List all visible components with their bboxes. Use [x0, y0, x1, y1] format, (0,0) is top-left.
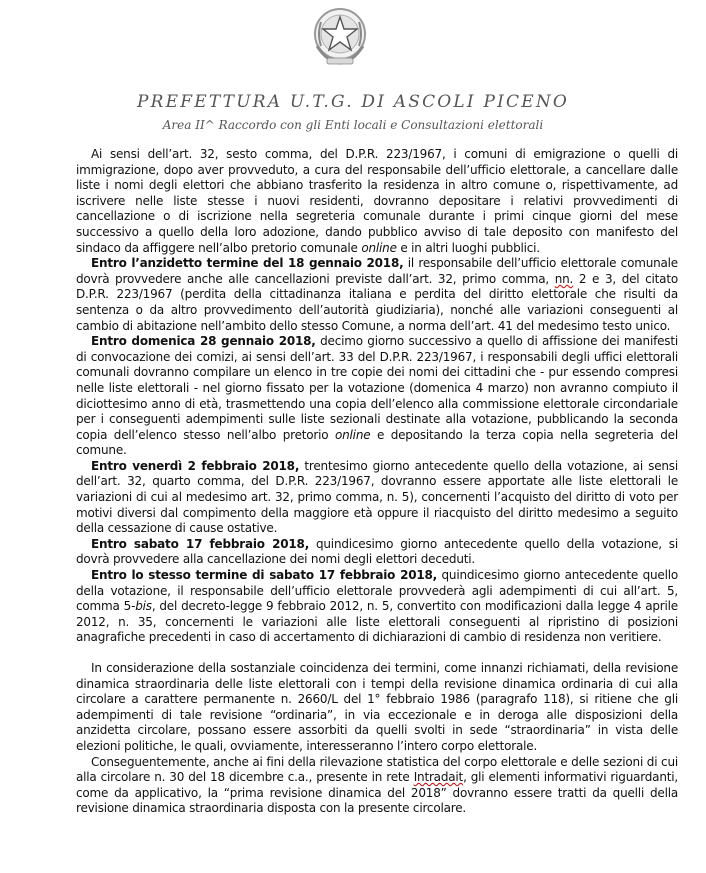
emblem-icon: [309, 2, 371, 68]
document-body: [76, 147, 678, 817]
paragraph-lead: Entro venerdì 2 febbraio 2018,: [91, 458, 300, 473]
paragraph-17-febbraio: [76, 537, 678, 568]
office-subtitle: Area II^ Raccordo con gli Enti locali e Consultazioni elettorali: [162, 118, 544, 132]
paragraph-text: In considerazione della sostanziale coincidenza dei termini, come innanzi richiamati, della revisione dinamica straordinaria delle liste elettorali con i tempi della revisione dinamica ordinaria di cui alla circolare a carattere permanente n. 2660/L del 1° febbraio 1986 (paragrafo 118), si ritiene che gli adempimenti di tale revisione “ordinaria”, in via eccezionale e in deroga alle disposizioni della anzidetta circolare, possano essere assorbiti da quelli svolti in sede “straordinaria” in vista delle elezioni politiche, le quali, ovviamente, interesseranno l’intero corpo elettorale.: [76, 661, 678, 753]
paragraph-considerazione: [76, 661, 678, 755]
paragraph-text: il responsabile dell’ufficio elettorale comunale dovrà provvedere anche alle cancellazioni previste dall’art. 32, primo comma,: [76, 256, 678, 286]
paragraph-conseguentemente: [76, 755, 678, 817]
paragraph-italic: online: [361, 240, 397, 255]
paragraph-tail: e depositando la terza copia nella segreteria del comune.: [76, 427, 678, 458]
paragraph-text: Ai sensi dell’art. 32, sesto comma, del D.P.R. 223/1967, i comuni di emigrazione o quelli di immigrazione, dopo aver provveduto, a cura del responsabile dell’ufficio elettorale, a cancellare dalle liste i nomi degli elettori che abbiano trasferito la residenza in altro comune o, rispettivamente, ad iscrivere nelle liste stesse i nuovi residenti, dovranno depositare i relativi provvedimenti di cancellazione o di iscrizione nella segreteria comunale durante i primi cinque giorni del mese successivo a quello della loro adozione, dando pubblico avviso di tale deposito con manifesto del sindaco da affiggere nell’albo pretorio comunale: [76, 147, 678, 255]
paragraph-text: quindicesimo giorno antecedente quello della votazione, si dovrà provvedere alla cancellazione dei nomi degli elettori deceduti.: [76, 536, 678, 567]
paragraph-text: decimo giorno successivo a quello di affissione dei manifesti di convocazione dei comizi, ai sensi dell’art. 33 del D.P.R. 223/1967, i responsabili degli uffici elettorali comunali dovranno compilare un elenco in tre copie dei nomi dei cittadini che - pur essendo compresi nelle liste elettorali - nel giorno fissato per la votazione (domenica 4 marzo) non avranno compiuto il diciottesimo anno di età, trasmettendo una copia dell’elenco alla commissione elettorale circondariale per i conseguenti adempimenti sulle liste sezionali destinate alla votazione, pubblicando la seconda copia dell’elenco stesso nell’albo pretorio: [76, 334, 678, 442]
paragraph-28-gennaio: [76, 334, 678, 459]
paragraph-stesso-termine: [76, 568, 678, 646]
paragraph-text: trentesimo giorno antecedente quello della votazione, ai sensi dell’art. 32, quarto comma, del D.P.R. 223/1967, dovranno essere apportate alle liste elettorali le variazioni di cui al medesimo art. 32, primo comma, n. 5), concernenti l’acquisto del diritto di voto per motivi diversi dal compimento della maggiore età oppure il riacquisto del diritto medesimo a seguito della cessazione di cause ostative.: [76, 458, 678, 536]
paragraph-lead: Entro domenica 28 gennaio 2018,: [91, 334, 316, 349]
paragraph-underlined: Intradait: [413, 770, 464, 785]
footer-cutoff: [0, 866, 706, 873]
paragraph-italic: bis: [135, 599, 152, 614]
office-title: PREFETTURA U.T.G. DI ASCOLI PICENO: [136, 92, 570, 112]
paragraph-lead: Entro sabato 17 febbraio 2018,: [91, 536, 310, 551]
paragraph-art32: [76, 147, 678, 256]
paragraph-18-gennaio: [76, 256, 678, 334]
paragraph-lead: Entro l’anzidetto termine del 18 gennaio 2018,: [91, 256, 404, 271]
paragraph-lead: Entro lo stesso termine di sabato 17 febbraio 2018,: [91, 568, 438, 583]
paragraph-tail: e in altri luoghi pubblici.: [396, 240, 540, 255]
paragraph-text: quindicesimo giorno antecedente quello della votazione, il responsabile dell’ufficio elettorale provvederà agli adempimenti di cui all’art. 5, comma 5-: [76, 568, 678, 614]
paragraph-2-febbraio: [76, 459, 678, 537]
paragraph-tail: , del decreto-legge 9 febbraio 2012, n. 5, convertito con modificazioni dalla legge 4 aprile 2012, n. 35, concernenti le variazioni alle liste elettorali conseguenti al ripristino di posizioni anagrafiche precedenti in caso di accertamento di dichiarazioni di cambio di residenza non veritiere.: [76, 599, 678, 645]
paragraph-text: Conseguentemente, anche ai fini della rilevazione statistica del corpo elettorale e delle sezioni di cui alla circolare n. 30 del 18 dicembre c.a., presente in rete: [76, 754, 678, 785]
paragraph-tail: 2 e 3, del citato D.P.R. 223/1967 (perdita della cittadinanza italiana e perdita del diritto elettorale che risulti da sentenza o da altro provvedimento dell’autorità giudiziaria), nonché alle variazioni conseguenti al cambio di abitazione nell’ambito dello stesso Comune, a norma dell’art. 41 del medesimo testo unico.: [76, 271, 678, 333]
paragraph-italic: online: [335, 427, 371, 442]
paragraph-tail: , gli elementi informativi riguardanti, come da applicativo, la “prima revisione dinamica del 2018” dovranno essere tratti da quelli della revisione dinamica straordinaria disposta con la presente circolare.: [76, 770, 678, 816]
paragraph-underlined: nn.: [554, 271, 574, 286]
